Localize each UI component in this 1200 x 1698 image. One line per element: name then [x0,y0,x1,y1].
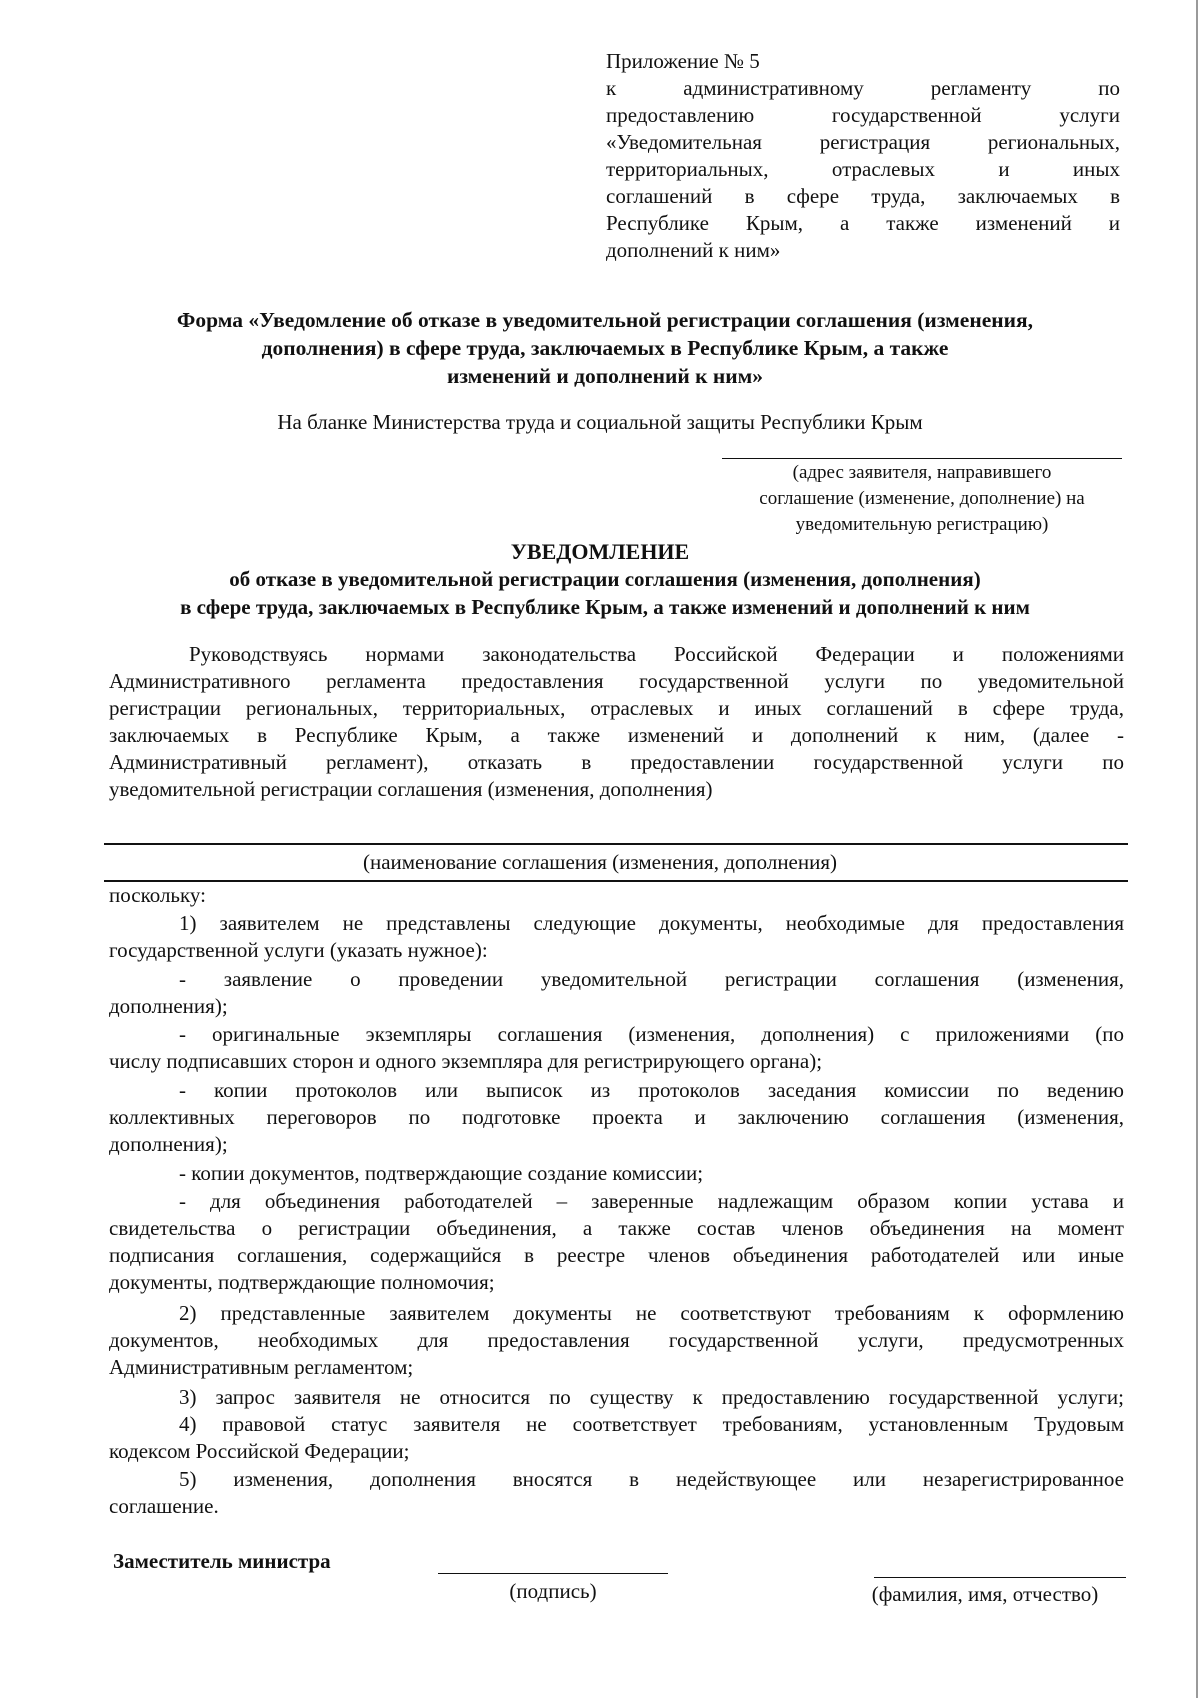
reason-4 [109,1411,1124,1465]
reason-item-employers [109,1188,1124,1296]
annex-line: дополнений к ним» [606,238,781,262]
annex-reference [606,48,1120,264]
reason-line: кодексом Российской Федерации; [109,1439,410,1463]
reason-line: 2) представленные заявителем документы не соответствуют требованиям к оформлению [179,1301,1124,1325]
reason-line: 5) изменения, дополнения вносятся в недействующее или незарегистрированное [179,1467,1124,1491]
signatory-position: Заместитель министра [113,1549,331,1573]
reason-item-application [109,966,1124,1020]
reason-line: документы, подтверждающие полномочия; [109,1270,495,1294]
intro-line: Административный регламент), отказать в предоставлении государственной услуги по [109,750,1124,774]
signature-fill-line [438,1573,668,1574]
address-caption-line: уведомительную регистрацию) [795,514,1049,535]
reason-line: - заявление о проведении уведомительной регистрации соглашения (изменения, [179,967,1124,991]
agreement-fill-line [104,843,1128,845]
annex-line: Республике Крым, а также изменений и [606,211,1120,235]
reason-line: подписания соглашения, содержащийся в реестре членов объединения работодателей или иные [109,1243,1124,1267]
reason-line: числу подписавших сторон и одного экземпляра для регистрирующего органа); [109,1049,823,1073]
notice-subheading [90,565,1120,621]
annex-line: Приложение № 5 [606,49,760,73]
reason-item-protocols [109,1077,1124,1158]
reason-line: свидетельства о регистрации объединения, а также состав членов объединения на момент [109,1216,1124,1240]
annex-line: к административному регламенту по [606,76,1120,100]
reason-line: государственной услуги (указать нужное): [109,938,488,962]
form-title-line: дополнения) в сфере труда, заключаемых в Республике Крым, а также [261,336,949,360]
reason-5 [109,1466,1124,1520]
address-caption-line: соглашение (изменение, дополнение) на [759,488,1085,509]
intro-line: Руководствуясь нормами законодательства Российской Федерации и положениями [189,642,1124,666]
reason-line: дополнения); [109,994,228,1018]
letterhead-note: На бланке Министерства труда и социальной защиты Республики Крым [277,410,923,434]
form-title-line: Форма «Уведомление об отказе в уведомительной регистрации соглашения (изменения, [176,308,1034,332]
form-title [110,306,1100,390]
reason-item-commission [109,1160,1124,1187]
signature-caption: (подпись) [509,1579,597,1603]
intro-line: регистрации региональных, территориальных, отраслевых и иных соглашений в сфере труда, [109,696,1124,720]
reason-line: - копии документов, подтверждающие создание комиссии; [179,1161,704,1185]
reason-line: соглашение. [109,1494,219,1518]
agreement-caption: (наименование соглашения (изменения, дополнения) [362,850,838,874]
because-label [109,882,1124,909]
reason-line: - для объединения работодателей – заверенные надлежащим образом копии устава и [179,1189,1124,1213]
address-caption-line: (адрес заявителя, направившего [792,462,1052,483]
address-caption [712,460,1132,538]
intro-line: Административного регламента предоставления государственной услуги по уведомительной [109,669,1124,693]
reason-3 [109,1384,1124,1411]
name-caption: (фамилия, имя, отчество) [871,1582,1099,1606]
reason-line: - копии протоколов или выписок из протоколов заседания комиссии по ведению [179,1078,1124,1102]
name-fill-line [874,1577,1126,1578]
reason-1 [109,910,1124,964]
subheading-line: в сфере труда, заключаемых в Республике Крым, а также изменений и дополнений к ним [180,595,1030,619]
annex-line: территориальных, отраслевых и иных [606,157,1120,181]
address-fill-line [722,458,1122,459]
because-text: поскольку: [109,883,206,907]
form-title-line: изменений и дополнений к ним» [446,364,764,388]
reason-item-originals [109,1021,1124,1075]
reason-line: коллективных переговоров по подготовке проекта и заключению соглашения (изменения, [109,1105,1124,1129]
subheading-line: об отказе в уведомительной регистрации соглашения (изменения, дополнения) [229,567,981,591]
intro-line: заключаемых в Республике Крым, а также изменений и дополнений к ним, (далее - [109,723,1124,747]
annex-line: соглашений в сфере труда, заключаемых в [606,184,1120,208]
reason-2 [109,1300,1124,1381]
reason-line: Административным регламентом; [109,1355,414,1379]
reason-line: 4) правовой статус заявителя не соответствует требованиям, установленным Трудовым [179,1412,1124,1436]
reason-line: 3) запрос заявителя не относится по существу к предоставлению государственной услуги; [179,1385,1124,1409]
reason-line: 1) заявителем не представлены следующие документы, необходимые для предоставления [179,911,1124,935]
intro-line: уведомительной регистрации соглашения (изменения, дополнения) [109,777,713,801]
annex-line: «Уведомительная регистрация региональных, [606,130,1120,154]
annex-line: предоставлению государственной услуги [606,103,1120,127]
reason-line: документов, необходимых для предоставления государственной услуги, предусмотренных [109,1328,1124,1352]
reason-line: дополнения); [109,1132,228,1156]
reason-line: - оригинальные экземпляры соглашения (изменения, дополнения) с приложениями (по [179,1022,1124,1046]
notice-heading: УВЕДОМЛЕНИЕ [510,539,690,564]
intro-paragraph [109,641,1124,803]
